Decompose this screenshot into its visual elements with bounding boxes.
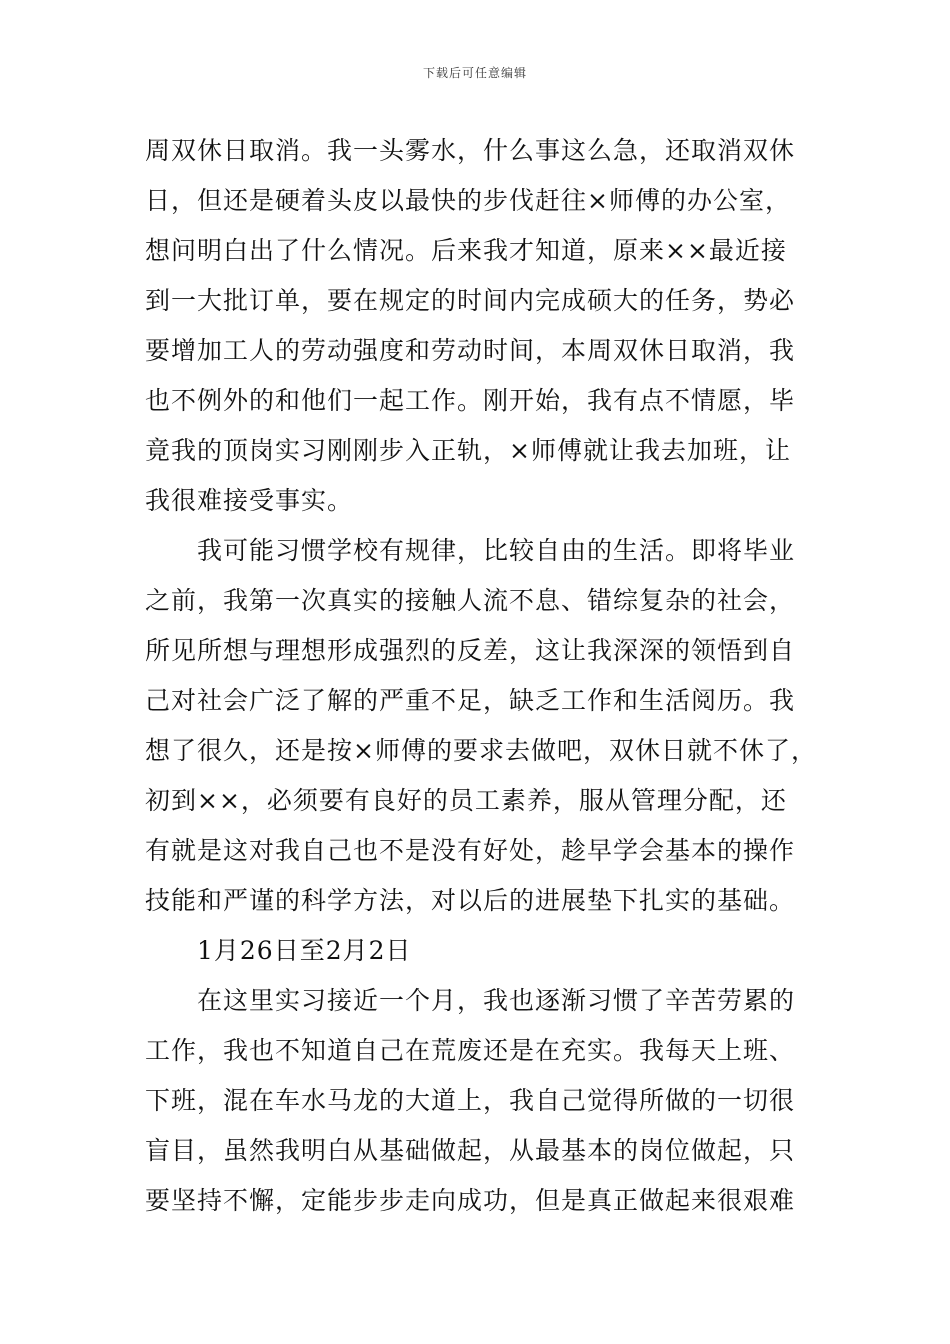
text-line: 盲目，虽然我明白从基础做起，从最基本的岗位做起，只 [145, 1136, 796, 1165]
text-line: 技能和严谨的科学方法，对以后的进展垫下扎实的基础。 [145, 886, 796, 915]
text-line: 我可能习惯学校有规律，比较自由的生活。即将毕业 [197, 536, 796, 565]
text-line: 想了很久，还是按×师傅的要求去做吧，双休日就不休了， [145, 736, 817, 765]
text-line: 我很难接受事实。 [145, 486, 354, 515]
text-line: 下班，混在车水马龙的大道上，我自己觉得所做的一切很 [145, 1086, 796, 1115]
document-body [145, 126, 815, 1226]
text-line: 周双休日取消。我一头雾水，什么事这么急，还取消双休 [145, 136, 796, 165]
text-line: 也不例外的和他们一起工作。刚开始，我有点不情愿，毕 [145, 386, 796, 415]
text-line: 要坚持不懈，定能步步走向成功，但是真正做起来很艰难 [145, 1186, 796, 1215]
text-line: 在这里实习接近一个月，我也逐渐习惯了辛苦劳累的 [197, 986, 796, 1015]
page-header: 下载后可任意编辑 [422, 66, 527, 80]
text-line: 有就是这对我自己也不是没有好处，趁早学会基本的操作 [145, 836, 796, 865]
text-line: 工作，我也不知道自己在荒废还是在充实。我每天上班、 [145, 1036, 796, 1065]
text-line: 己对社会广泛了解的严重不足，缺乏工作和生活阅历。我 [145, 686, 796, 715]
text-line: 所见所想与理想形成强烈的反差，这让我深深的领悟到自 [145, 636, 796, 665]
text-line: 竟我的顶岗实习刚刚步入正轨，×师傅就让我去加班，让 [145, 436, 791, 465]
text-line: 日，但还是硬着头皮以最快的步伐赶往×师傅的办公室， [145, 186, 791, 215]
text-line: 要增加工人的劳动强度和劳动时间，本周双休日取消，我 [145, 336, 796, 365]
text-line: 初到××，必须要有良好的员工素养，服从管理分配，还 [145, 786, 787, 815]
text-line: 想问明白出了什么情况。后来我才知道，原来××最近接 [145, 236, 787, 265]
text-line: 之前，我第一次真实的接触人流不息、错综复杂的社会， [145, 586, 796, 615]
text-line: 1月26日至2月2日 [197, 936, 412, 965]
text-line: 到一大批订单，要在规定的时间内完成硕大的任务，势必 [145, 286, 796, 315]
